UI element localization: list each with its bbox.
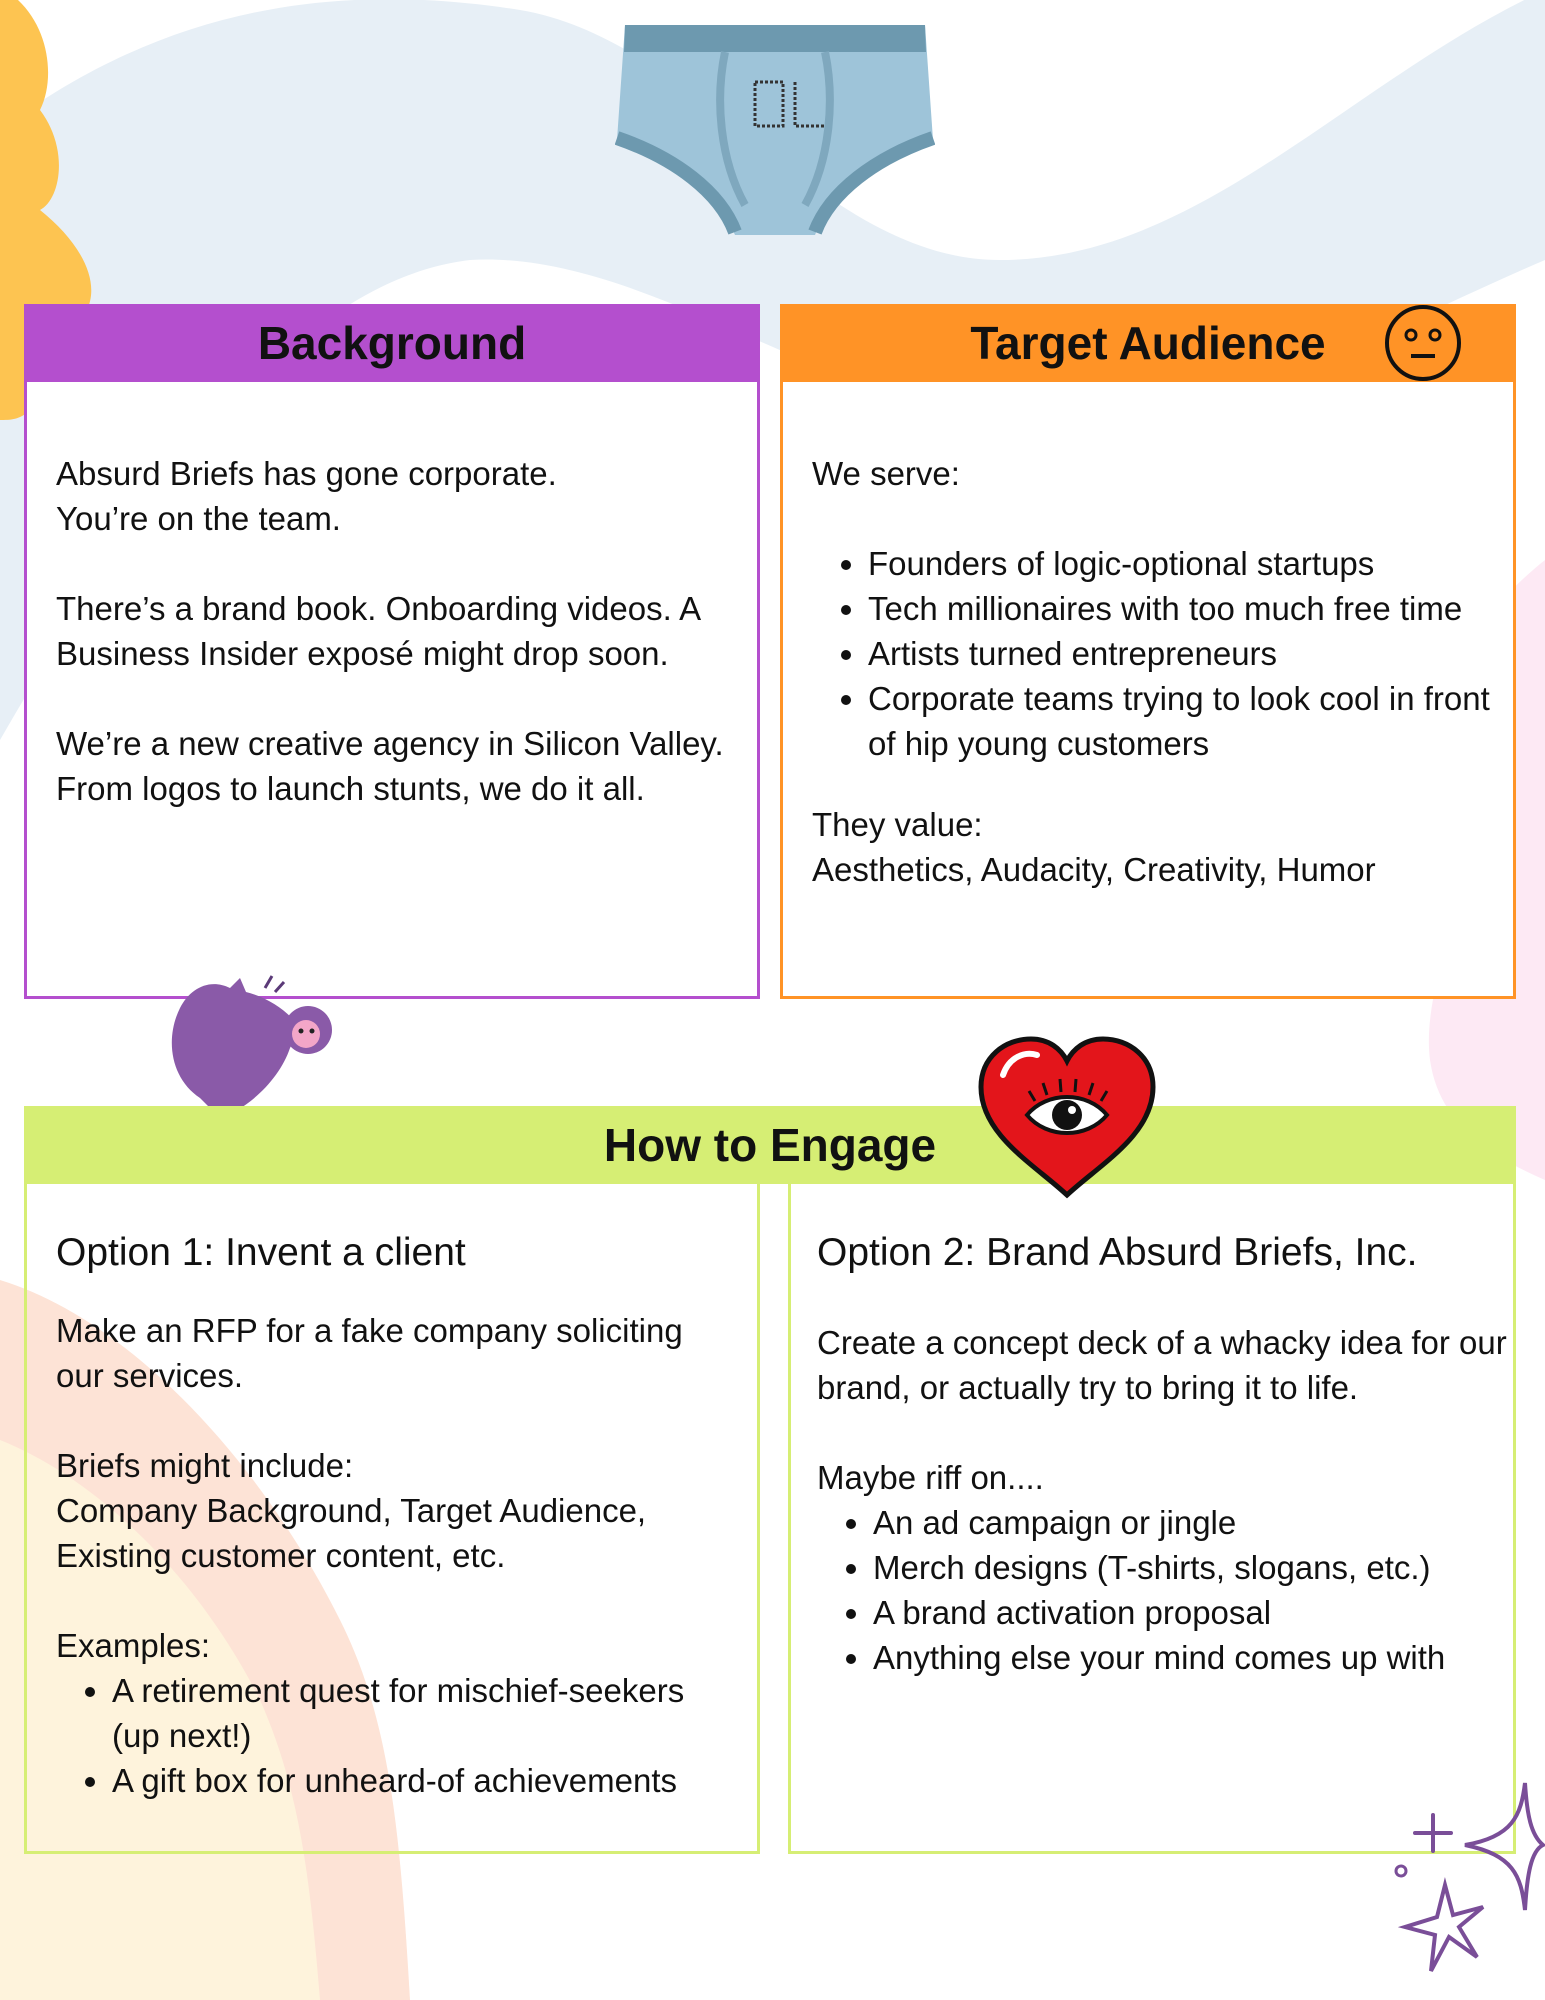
- option2-body: [817, 1228, 1507, 1680]
- audience-list: [812, 541, 1492, 766]
- audience-intro: We serve:: [812, 455, 960, 492]
- underwear-briefs-icon: [615, 20, 935, 245]
- engage-header: [24, 1106, 1516, 1184]
- neutral-face-icon: [1383, 304, 1463, 382]
- option2-riff-label: Maybe riff on....: [817, 1459, 1044, 1496]
- audience-item: • Tech millionaires with too much free time: [868, 586, 1492, 631]
- background-line-3: There’s a brand book. Onboarding videos. A Business Insider exposé might drop soon.: [56, 590, 700, 672]
- option2-heading: Option 2: Brand Absurd Briefs, Inc.: [817, 1231, 1418, 1274]
- option1-example: • A retirement quest for mischief-seekers (up next!): [112, 1668, 736, 1758]
- option1-example: • A gift box for unheard-of achievements: [112, 1758, 736, 1803]
- option2-item: • Merch designs (T-shirts, slogans, etc.): [873, 1545, 1507, 1590]
- background-body: [56, 451, 736, 811]
- sloth-sticker: [160, 968, 340, 1128]
- audience-value-label: They value:: [812, 806, 983, 843]
- option1-heading: Option 1: Invent a client: [56, 1231, 466, 1274]
- option1-text: Make an RFP for a fake company soliciting our services.: [56, 1312, 683, 1394]
- background-header: [24, 304, 760, 382]
- audience-body: [812, 451, 1492, 892]
- option1-examples-label: Examples:: [56, 1627, 211, 1664]
- option1-include-label: Briefs might include:: [56, 1447, 354, 1484]
- audience-item: • Founders of logic-optional startups: [868, 541, 1492, 586]
- background-line-1: Absurd Briefs has gone corporate.: [56, 455, 557, 492]
- option2-item: • An ad campaign or jingle: [873, 1500, 1507, 1545]
- sparkles-doodle: [1385, 1775, 1545, 2000]
- background-line-4: We’re a new creative agency in Silicon Valley. From logos to launch stunts, we do it all.: [56, 725, 724, 807]
- option2-list: [817, 1500, 1507, 1680]
- audience-item: • Artists turned entrepreneurs: [868, 631, 1492, 676]
- option2-item: • Anything else your mind comes up with: [873, 1635, 1507, 1680]
- audience-item: • Corporate teams trying to look cool in front of hip young customers: [868, 676, 1492, 766]
- background-line-2: You’re on the team.: [56, 500, 341, 537]
- eye-heart-sticker: [975, 1035, 1160, 1200]
- option2-text: Create a concept deck of a whacky idea for our brand, or actually try to bring it to life.: [817, 1324, 1507, 1406]
- background-title: Background: [257, 317, 527, 369]
- option2-item: • A brand activation proposal: [873, 1590, 1507, 1635]
- engage-title: How to Engage: [603, 1119, 937, 1171]
- option1-examples-list: [56, 1668, 736, 1803]
- option1-include-text: Company Background, Target Audience, Existing customer content, etc.: [56, 1492, 647, 1574]
- option1-body: [56, 1228, 736, 1803]
- audience-title: Target Audience: [970, 317, 1326, 369]
- audience-values: Aesthetics, Audacity, Creativity, Humor: [812, 851, 1376, 888]
